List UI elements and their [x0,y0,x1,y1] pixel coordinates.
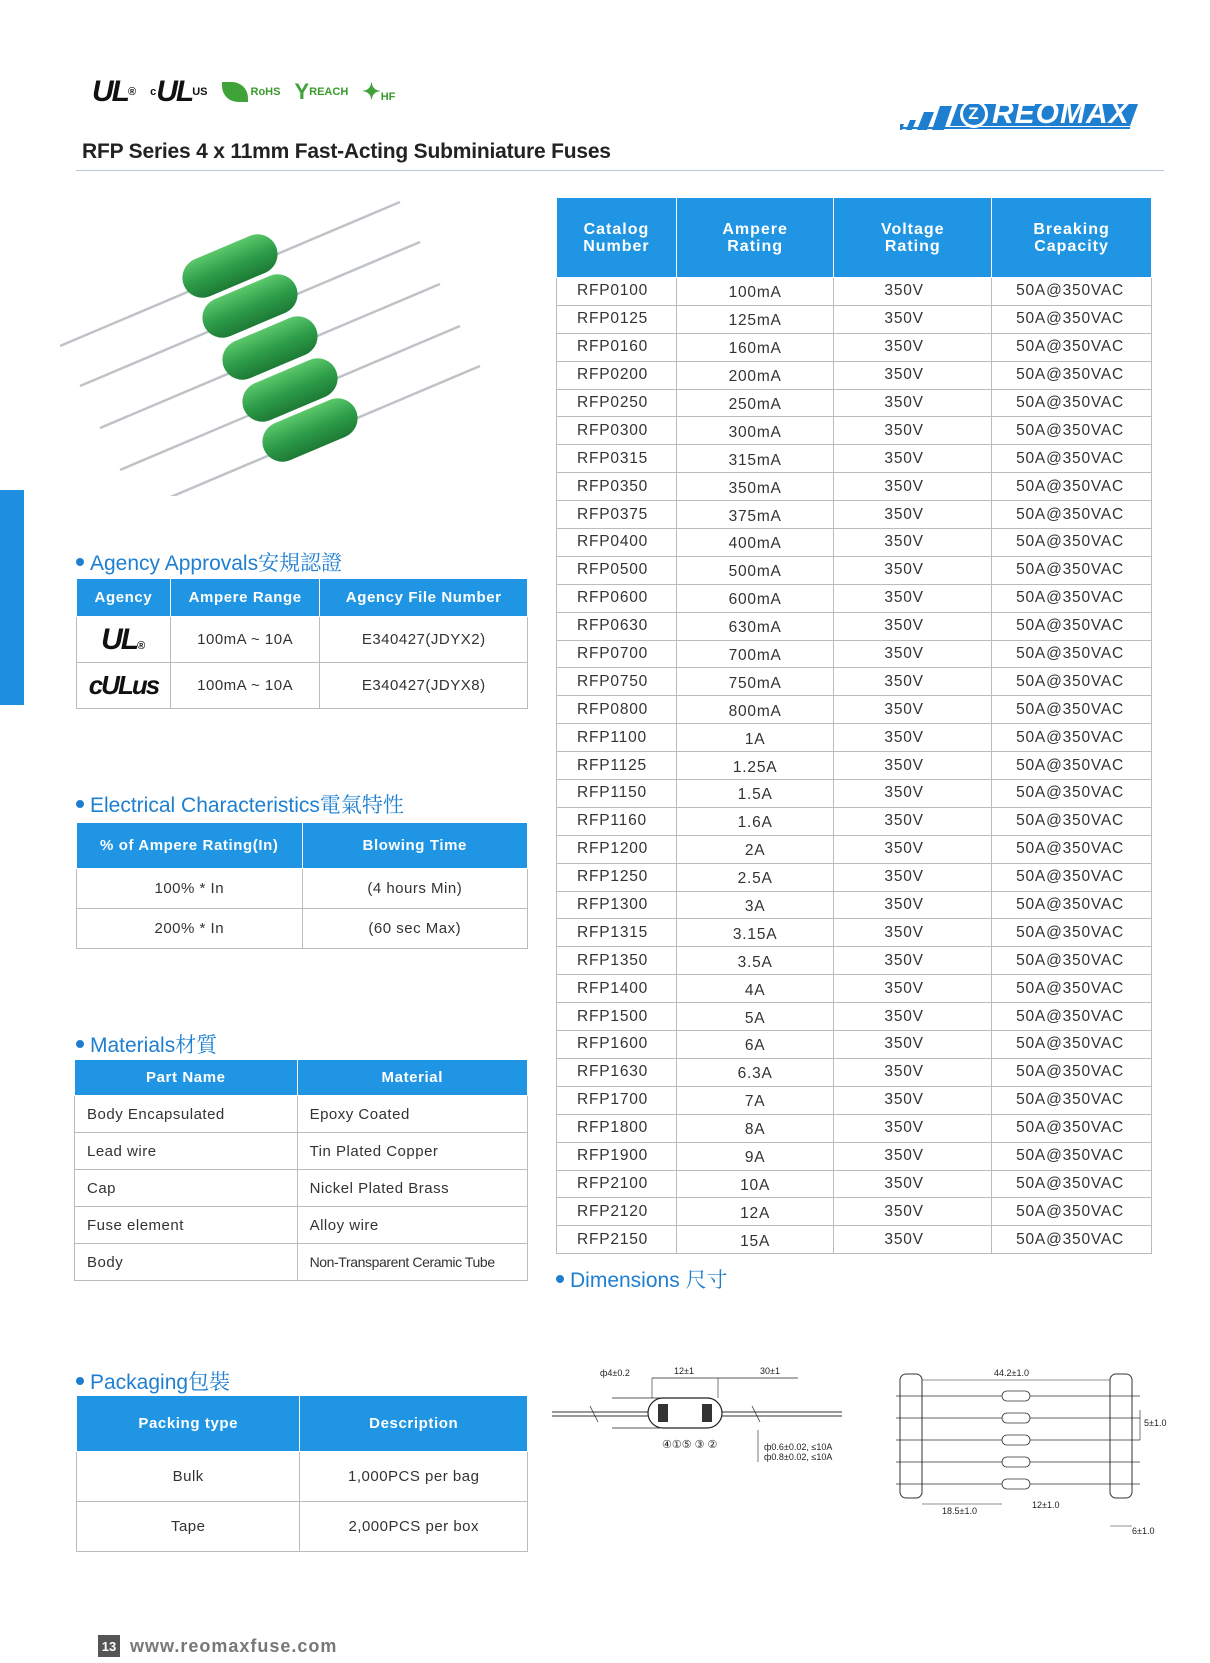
materials-heading: Materials材質 [76,1029,217,1059]
ampere-rating-cell: 500mA [676,556,834,584]
table-row [557,640,1152,668]
voltage-rating-cell: 350V [834,863,992,891]
header-packing-type: Packing type [77,1396,300,1452]
breaking-capacity-cell: 50A@350VAC [992,724,1152,752]
breaking-capacity-cell: 50A@350VAC [992,919,1152,947]
breaking-capacity-cell: 50A@350VAC [992,1003,1152,1031]
breaking-capacity-cell: 50A@350VAC [992,1031,1152,1059]
table-row [557,1114,1152,1142]
table-row [557,752,1152,780]
ampere-rating-cell: 300mA [676,417,834,445]
catalog-number-cell: RFP1400 [557,975,677,1003]
voltage-rating-cell: 350V [834,1003,992,1031]
header-material: Material [297,1060,527,1096]
voltage-rating-cell: 350V [834,473,992,501]
reach-mark: Y REACH [294,79,349,104]
table-row [557,612,1152,640]
ampere-rating-cell: 8A [676,1114,834,1142]
table-row [557,807,1152,835]
catalog-rows [557,278,1152,1254]
header-breaking-capacity: Breaking Capacity [992,198,1152,278]
voltage-rating-cell: 350V [834,975,992,1003]
voltage-rating-cell: 350V [834,445,992,473]
dim-length: 12±1 [674,1366,694,1376]
rohs-mark: RoHS [222,82,281,102]
catalog-number-cell: RFP1350 [557,947,677,975]
table-row: 100% * In (4 hours Min) [77,869,528,909]
breaking-capacity-cell: 50A@350VAC [992,1226,1152,1254]
catalog-number-cell: RFP2100 [557,1170,677,1198]
bullet-icon [76,558,84,566]
agency-approvals-table [76,578,528,709]
ampere-rating-cell: 4A [676,975,834,1003]
table-row [557,891,1152,919]
voltage-rating-cell: 350V [834,1142,992,1170]
header-agency-file-number: Agency File Number [320,579,528,617]
catalog-number-cell: RFP0750 [557,668,677,696]
voltage-rating-cell: 350V [834,389,992,417]
bullet-icon [76,1040,84,1048]
catalog-number-cell: RFP1800 [557,1114,677,1142]
ampere-rating-cell: 400mA [676,529,834,557]
catalog-number-cell: RFP0600 [557,584,677,612]
ampere-rating-cell: 160mA [676,333,834,361]
bullet-icon [76,1377,84,1385]
table-row [557,501,1152,529]
certification-row [92,72,395,112]
electrical-characteristics-table [76,822,528,949]
cul-logo: cULus [77,663,171,709]
catalog-number-cell: RFP1900 [557,1142,677,1170]
breaking-capacity-cell: 50A@350VAC [992,361,1152,389]
breaking-capacity-cell: 50A@350VAC [992,1198,1152,1226]
leaf-icon [222,82,248,102]
table-row [557,919,1152,947]
voltage-rating-cell: 350V [834,891,992,919]
header-catalog-number: Catalog Number [557,198,677,278]
voltage-rating-cell: 350V [834,417,992,445]
breaking-capacity-cell: 50A@350VAC [992,501,1152,529]
ampere-rating-cell: 600mA [676,584,834,612]
voltage-rating-cell: 350V [834,668,992,696]
breaking-capacity-cell: 50A@350VAC [992,584,1152,612]
electrical-characteristics-heading: Electrical Characteristics電氣特性 [76,789,404,819]
catalog-number-cell: RFP1200 [557,835,677,863]
table-row [557,1058,1152,1086]
ampere-rating-cell: 100mA [676,278,834,306]
brand-circle-icon: Z [960,100,988,128]
voltage-rating-cell: 350V [834,305,992,333]
breaking-capacity-cell: 50A@350VAC [992,278,1152,306]
header-blowing-time: Blowing Time [302,823,527,869]
catalog-number-cell: RFP0630 [557,612,677,640]
header-agency: Agency [77,579,171,617]
table-row [557,696,1152,724]
catalog-number-cell: RFP0200 [557,361,677,389]
breaking-capacity-cell: 50A@350VAC [992,891,1152,919]
ampere-rating-cell: 3.5A [676,947,834,975]
table-row [557,1198,1152,1226]
catalog-number-cell: RFP1315 [557,919,677,947]
breaking-capacity-cell: 50A@350VAC [992,1142,1152,1170]
ampere-rating-cell: 200mA [676,361,834,389]
dim-lead-length: 30±1 [760,1366,780,1376]
ampere-rating-cell: 6.3A [676,1058,834,1086]
voltage-rating-cell: 350V [834,1114,992,1142]
ampere-rating-cell: 250mA [676,389,834,417]
breaking-capacity-cell: 50A@350VAC [992,640,1152,668]
table-row: Body Encapsulated Epoxy Coated [75,1096,528,1133]
catalog-number-cell: RFP1700 [557,1086,677,1114]
hf-mark: ✦ HF [362,79,396,104]
catalog-number-cell: RFP1250 [557,863,677,891]
table-row: Bulk 1,000PCS per bag [77,1452,528,1502]
tape-dimension-drawing [896,1366,1182,1536]
voltage-rating-cell: 350V [834,1170,992,1198]
table-row: UL® 100mA ~ 10A E340427(JDYX2) [77,617,528,663]
table-row [557,975,1152,1003]
table-row: Lead wire Tin Plated Copper [75,1133,528,1170]
voltage-rating-cell: 350V [834,752,992,780]
breaking-capacity-cell: 50A@350VAC [992,835,1152,863]
page-number: 13 [98,1635,120,1657]
website-link[interactable]: www.reomaxfuse.com [130,1636,338,1656]
ampere-rating-cell: 5A [676,1003,834,1031]
page-title: RFP Series 4 x 11mm Fast-Acting Subminiature Fuses [82,140,611,163]
breaking-capacity-cell: 50A@350VAC [992,417,1152,445]
table-row [557,333,1152,361]
catalog-number-cell: RFP0800 [557,696,677,724]
table-row [557,556,1152,584]
ampere-rating-cell: 2.5A [676,863,834,891]
breaking-capacity-cell: 50A@350VAC [992,1170,1152,1198]
sprout-icon: Y [294,79,310,104]
breaking-capacity-cell: 50A@350VAC [992,529,1152,557]
header-description: Description [300,1396,528,1452]
table-row [557,1170,1152,1198]
breaking-capacity-cell: 50A@350VAC [992,780,1152,808]
bullet-icon [76,800,84,808]
catalog-number-cell: RFP2150 [557,1226,677,1254]
breaking-capacity-cell: 50A@350VAC [992,389,1152,417]
breaking-capacity-cell: 50A@350VAC [992,612,1152,640]
voltage-rating-cell: 350V [834,640,992,668]
header-voltage-rating: Voltage Rating [834,198,992,278]
table-row: Body Non-Transparent Ceramic Tube [75,1244,528,1281]
fuse-group [60,202,480,496]
breaking-capacity-cell: 50A@350VAC [992,556,1152,584]
table-row: cULus 100mA ~ 10A E340427(JDYX8) [77,663,528,709]
table-row [557,1142,1152,1170]
table-row [557,1003,1152,1031]
ampere-rating-cell: 12A [676,1198,834,1226]
ampere-rating-cell: 1.25A [676,752,834,780]
catalog-number-cell: RFP1500 [557,1003,677,1031]
table-row [557,445,1152,473]
table-row [557,473,1152,501]
voltage-rating-cell: 350V [834,278,992,306]
ampere-rating-cell: 6A [676,1031,834,1059]
table-row [557,780,1152,808]
breaking-capacity-cell: 50A@350VAC [992,668,1152,696]
brand-logo [960,96,1140,132]
ampere-rating-cell: 3.15A [676,919,834,947]
catalog-number-cell: RFP0350 [557,473,677,501]
table-row [557,278,1152,306]
ampere-rating-cell: 800mA [676,696,834,724]
voltage-rating-cell: 350V [834,1086,992,1114]
voltage-rating-cell: 350V [834,556,992,584]
breaking-capacity-cell: 50A@350VAC [992,1058,1152,1086]
table-row [557,1226,1152,1254]
catalog-number-cell: RFP1630 [557,1058,677,1086]
voltage-rating-cell: 350V [834,333,992,361]
catalog-number-cell: RFP0315 [557,445,677,473]
voltage-rating-cell: 350V [834,1058,992,1086]
table-row [557,361,1152,389]
ampere-rating-cell: 375mA [676,501,834,529]
ampere-rating-cell: 315mA [676,445,834,473]
voltage-rating-cell: 350V [834,501,992,529]
header-ampere-range: Ampere Range [170,579,320,617]
dim-body: 12±1.0 [1032,1500,1060,1510]
voltage-rating-cell: 350V [834,919,992,947]
header-ampere-rating: % of Ampere Rating(In) [77,823,303,869]
brand-name: REOMAX [992,97,1130,130]
catalog-number-cell: RFP1160 [557,807,677,835]
catalog-table [556,197,1152,1254]
catalog-number-cell: RFP0375 [557,501,677,529]
dim-lead-dia-1: ф0.6±0.02, ≤10A [764,1442,833,1452]
catalog-number-cell: RFP0100 [557,278,677,306]
ampere-rating-cell: 630mA [676,612,834,640]
table-row [557,417,1152,445]
breaking-capacity-cell: 50A@350VAC [992,863,1152,891]
ampere-rating-cell: 9A [676,1142,834,1170]
catalog-number-cell: RFP0700 [557,640,677,668]
voltage-rating-cell: 350V [834,724,992,752]
catalog-number-cell: RFP0400 [557,529,677,557]
ul-mark: UL ® [92,75,137,108]
catalog-number-cell: RFP0160 [557,333,677,361]
breaking-capacity-cell: 50A@350VAC [992,807,1152,835]
voltage-rating-cell: 350V [834,361,992,389]
catalog-number-cell: RFP1600 [557,1031,677,1059]
bullet-icon [556,1275,564,1283]
table-row: Fuse element Alloy wire [75,1207,528,1244]
ampere-rating-cell: 125mA [676,305,834,333]
voltage-rating-cell: 350V [834,584,992,612]
voltage-rating-cell: 350V [834,529,992,557]
ul-logo: UL® [77,617,171,663]
ampere-rating-cell: 1.5A [676,780,834,808]
ampere-rating-cell: 750mA [676,668,834,696]
ampere-rating-cell: 7A [676,1086,834,1114]
header-part-name: Part Name [75,1060,298,1096]
table-row [557,668,1152,696]
table-row [557,584,1152,612]
ampere-rating-cell: 2A [676,835,834,863]
catalog-number-cell: RFP0250 [557,389,677,417]
table-row [557,305,1152,333]
ampere-rating-cell: 3A [676,891,834,919]
breaking-capacity-cell: 50A@350VAC [992,947,1152,975]
ampere-rating-cell: 350mA [676,473,834,501]
breaking-capacity-cell: 50A@350VAC [992,1114,1152,1142]
dim-diameter: ф4±0.2 [600,1368,630,1378]
catalog-number-cell: RFP1125 [557,752,677,780]
table-row [557,947,1152,975]
materials-table [74,1059,528,1281]
table-row [557,724,1152,752]
agency-approvals-heading: Agency Approvals安規認證 [76,547,342,577]
table-row [557,389,1152,417]
packaging-heading: Packaging包裝 [76,1366,230,1396]
catalog-number-cell: RFP1100 [557,724,677,752]
voltage-rating-cell: 350V [834,835,992,863]
catalog-number-cell: RFP1300 [557,891,677,919]
table-row: 200% * In (60 sec Max) [77,909,528,949]
ampere-rating-cell: 1.6A [676,807,834,835]
cul-mark: c UL US [150,75,208,108]
ampere-rating-cell: 700mA [676,640,834,668]
voltage-rating-cell: 350V [834,612,992,640]
side-tab-marker [0,490,24,705]
dim-offset: 18.5±1.0 [942,1506,977,1516]
voltage-rating-cell: 350V [834,1226,992,1254]
breaking-capacity-cell: 50A@350VAC [992,975,1152,1003]
table-row [557,835,1152,863]
header-ampere-rating: Ampere Rating [676,198,834,278]
breaking-capacity-cell: 50A@350VAC [992,333,1152,361]
title-divider [76,170,1164,171]
breaking-capacity-cell: 50A@350VAC [992,696,1152,724]
dim-pitch: 5±1.0 [1144,1418,1167,1428]
table-row [557,529,1152,557]
breaking-capacity-cell: 50A@350VAC [992,445,1152,473]
table-row [557,863,1152,891]
fuse-dimension-drawing [552,1360,872,1480]
catalog-number-cell: RFP2120 [557,1198,677,1226]
dim-lead-dia-2: ф0.8±0.02, ≤10A [764,1452,833,1462]
ampere-rating-cell: 15A [676,1226,834,1254]
voltage-rating-cell: 350V [834,1031,992,1059]
breaking-capacity-cell: 50A@350VAC [992,1086,1152,1114]
table-row: Tape 2,000PCS per box [77,1502,528,1552]
voltage-rating-cell: 350V [834,696,992,724]
sprout-icon: ✦ [362,79,381,104]
catalog-number-cell: RFP0500 [557,556,677,584]
table-row: Cap Nickel Plated Brass [75,1170,528,1207]
product-photo-fuses [60,196,520,496]
voltage-rating-cell: 350V [834,1198,992,1226]
table-row [557,1031,1152,1059]
voltage-rating-cell: 350V [834,807,992,835]
breaking-capacity-cell: 50A@350VAC [992,473,1152,501]
breaking-capacity-cell: 50A@350VAC [992,752,1152,780]
dim-width: 44.2±1.0 [994,1368,1029,1378]
ampere-rating-cell: 10A [676,1170,834,1198]
dim-callouts: ④①⑤ ③ ② [662,1439,718,1451]
voltage-rating-cell: 350V [834,780,992,808]
catalog-number-cell: RFP1150 [557,780,677,808]
ampere-rating-cell: 1A [676,724,834,752]
catalog-number-cell: RFP0125 [557,305,677,333]
dimensions-heading: Dimensions 尺寸 [556,1264,728,1294]
catalog-number-cell: RFP0300 [557,417,677,445]
breaking-capacity-cell: 50A@350VAC [992,305,1152,333]
dim-tape: 6±1.0 [1132,1526,1155,1536]
table-row [557,1086,1152,1114]
packaging-table [76,1395,528,1552]
voltage-rating-cell: 350V [834,947,992,975]
